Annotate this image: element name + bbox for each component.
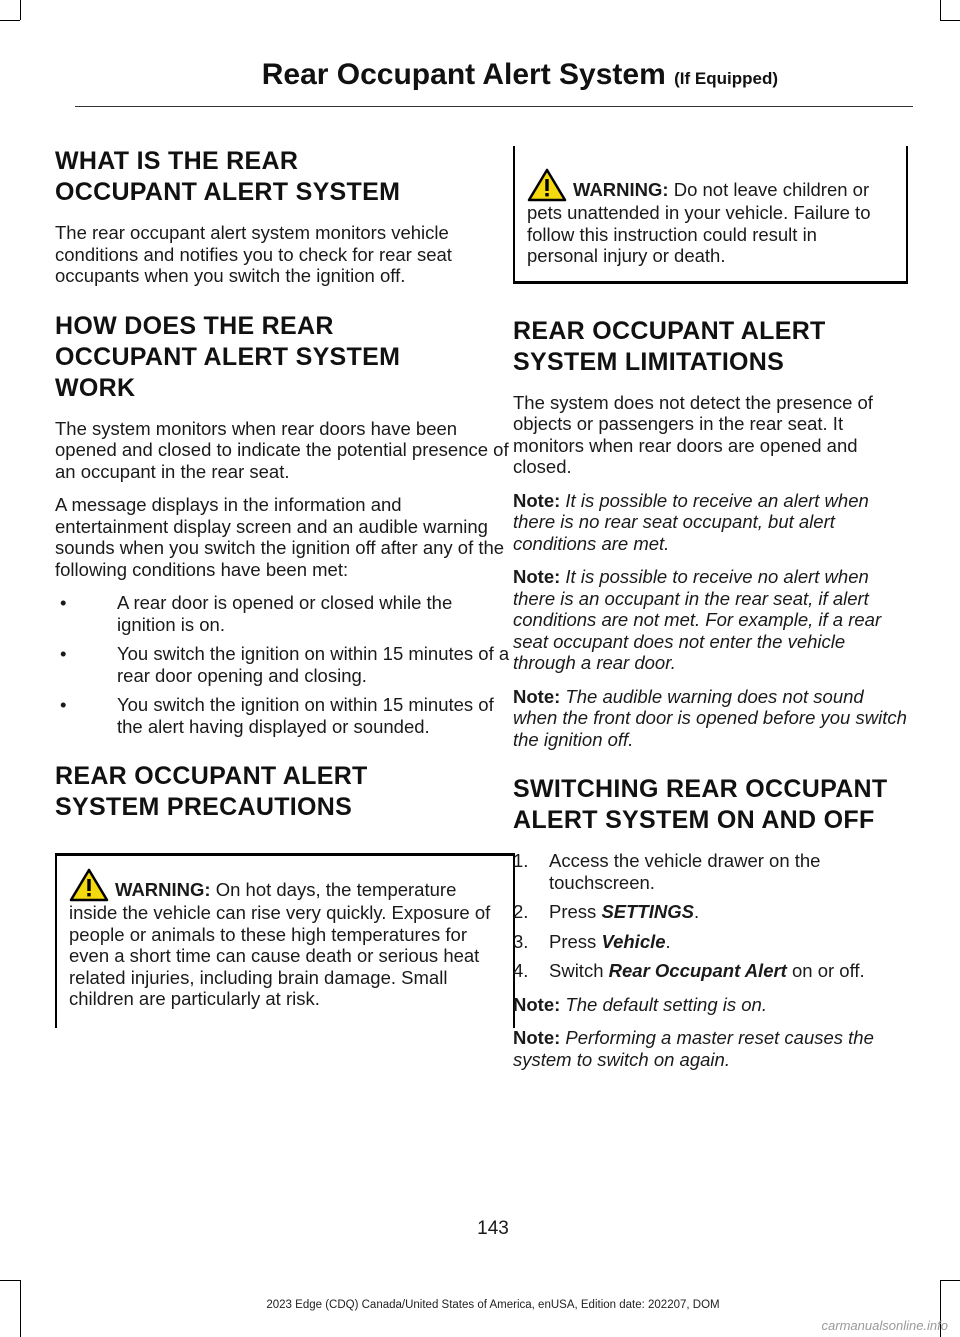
header-title: Rear Occupant Alert System (261, 58, 666, 91)
list-item: 2. Press SETTINGS. (513, 901, 700, 922)
section-heading: REAR OCCUPANT ALERT SYSTEM LIMITATIONS (513, 316, 826, 376)
footer-edition: 2023 Edge (CDQ) Canada/United States of America, enUSA, Edition date: 202207, DOM (266, 1299, 720, 1311)
warning-text: On hot days, the temperature inside the vehicle can rise very quickly. Exposure of people or animals to these high temperatures for even a short time can cause death or serious heat related injuries, including brain damage. Small children are particularly at risk. (69, 879, 491, 1009)
crop-mark (940, 1280, 960, 1281)
left-column (55, 146, 515, 1054)
watermark: carmanualsonline.info (821, 1318, 948, 1333)
warning-box (55, 853, 515, 1028)
crop-mark (0, 1280, 20, 1281)
warning-text: Do not leave children or pets unattended in your vehicle. Failure to follow this instruction could result in personal injury or death. (527, 179, 871, 266)
bullet-icon: • (60, 694, 67, 715)
right-column (513, 146, 908, 1094)
list-item: • You switch the ignition on within 15 minutes of the alert having displayed or sounded. (60, 694, 494, 737)
section-heading: SWITCHING REAR OCCUPANT ALERT SYSTEM ON AND OFF (513, 775, 888, 834)
section-heading: HOW DOES THE REAR OCCUPANT ALERT SYSTEM WORK (55, 311, 401, 402)
warning-label: WARNING: (573, 179, 669, 200)
bullet-icon: • (60, 592, 67, 613)
list-item: 4. Switch Rear Occupant Alert on or off. (513, 960, 865, 981)
paragraph: A message displays in the information and entertainment display screen and an audible warning sounds when you switch the ignition off after any of the following conditions have been met: (55, 494, 505, 580)
step-list (513, 850, 908, 982)
section-precautions (55, 761, 515, 1028)
note: Note: Performing a master reset causes the system to switch on again. (513, 1027, 874, 1070)
warning-label: WARNING: (115, 879, 211, 900)
section-how-does (55, 311, 515, 738)
warning-box (513, 146, 908, 284)
note: Note: It is possible to receive no alert when there is an occupant in the rear seat, if alert conditions are not met. For example, if a rear seat occupant does not enter the vehicle through a rear door. (513, 566, 882, 673)
section-limitations (513, 316, 908, 751)
crop-mark (940, 20, 960, 21)
section-switching (513, 774, 908, 1070)
crop-mark (940, 0, 941, 20)
bullet-icon: • (60, 643, 67, 664)
page-header (262, 58, 778, 92)
list-item: • A rear door is opened or closed while the ignition is on. (60, 592, 453, 635)
header-divider (75, 106, 913, 107)
header-qualifier: (If Equipped) (674, 69, 778, 88)
crop-mark (20, 0, 21, 20)
section-heading: WHAT IS THE REAR OCCUPANT ALERT SYSTEM (55, 147, 401, 206)
note: Note: The audible warning does not sound when the front door is opened before you switch the ignition off. (513, 685, 907, 750)
bullet-list (55, 592, 515, 737)
section-what-is (55, 146, 515, 287)
warning-triangle-icon (527, 168, 567, 202)
list-item: 1. Access the vehicle drawer on the touchscreen. (513, 850, 821, 893)
paragraph: The rear occupant alert system monitors vehicle conditions and notifies you to check for rear seat occupants when you switch the ignition off. (55, 222, 452, 286)
note: Note: It is possible to receive an alert when there is no rear seat occupant, but alert conditions are met. (513, 489, 869, 554)
page-number: 143 (477, 1218, 509, 1239)
paragraph: The system monitors when rear doors have been opened and closed to indicate the potential presence of an occupant in the rear seat. (55, 417, 509, 482)
crop-mark (0, 20, 20, 21)
warning-triangle-icon (69, 868, 109, 902)
note: Note: The default setting is on. (513, 993, 767, 1015)
list-item: • You switch the ignition on within 15 minutes of a rear door opening and closing. (60, 643, 510, 686)
paragraph: The system does not detect the presence of objects or passengers in the rear seat. It monitors when rear doors are opened and closed. (513, 391, 873, 477)
section-heading: REAR OCCUPANT ALERT SYSTEM PRECAUTIONS (55, 762, 368, 821)
list-item: 3. Press Vehicle. (513, 930, 671, 952)
